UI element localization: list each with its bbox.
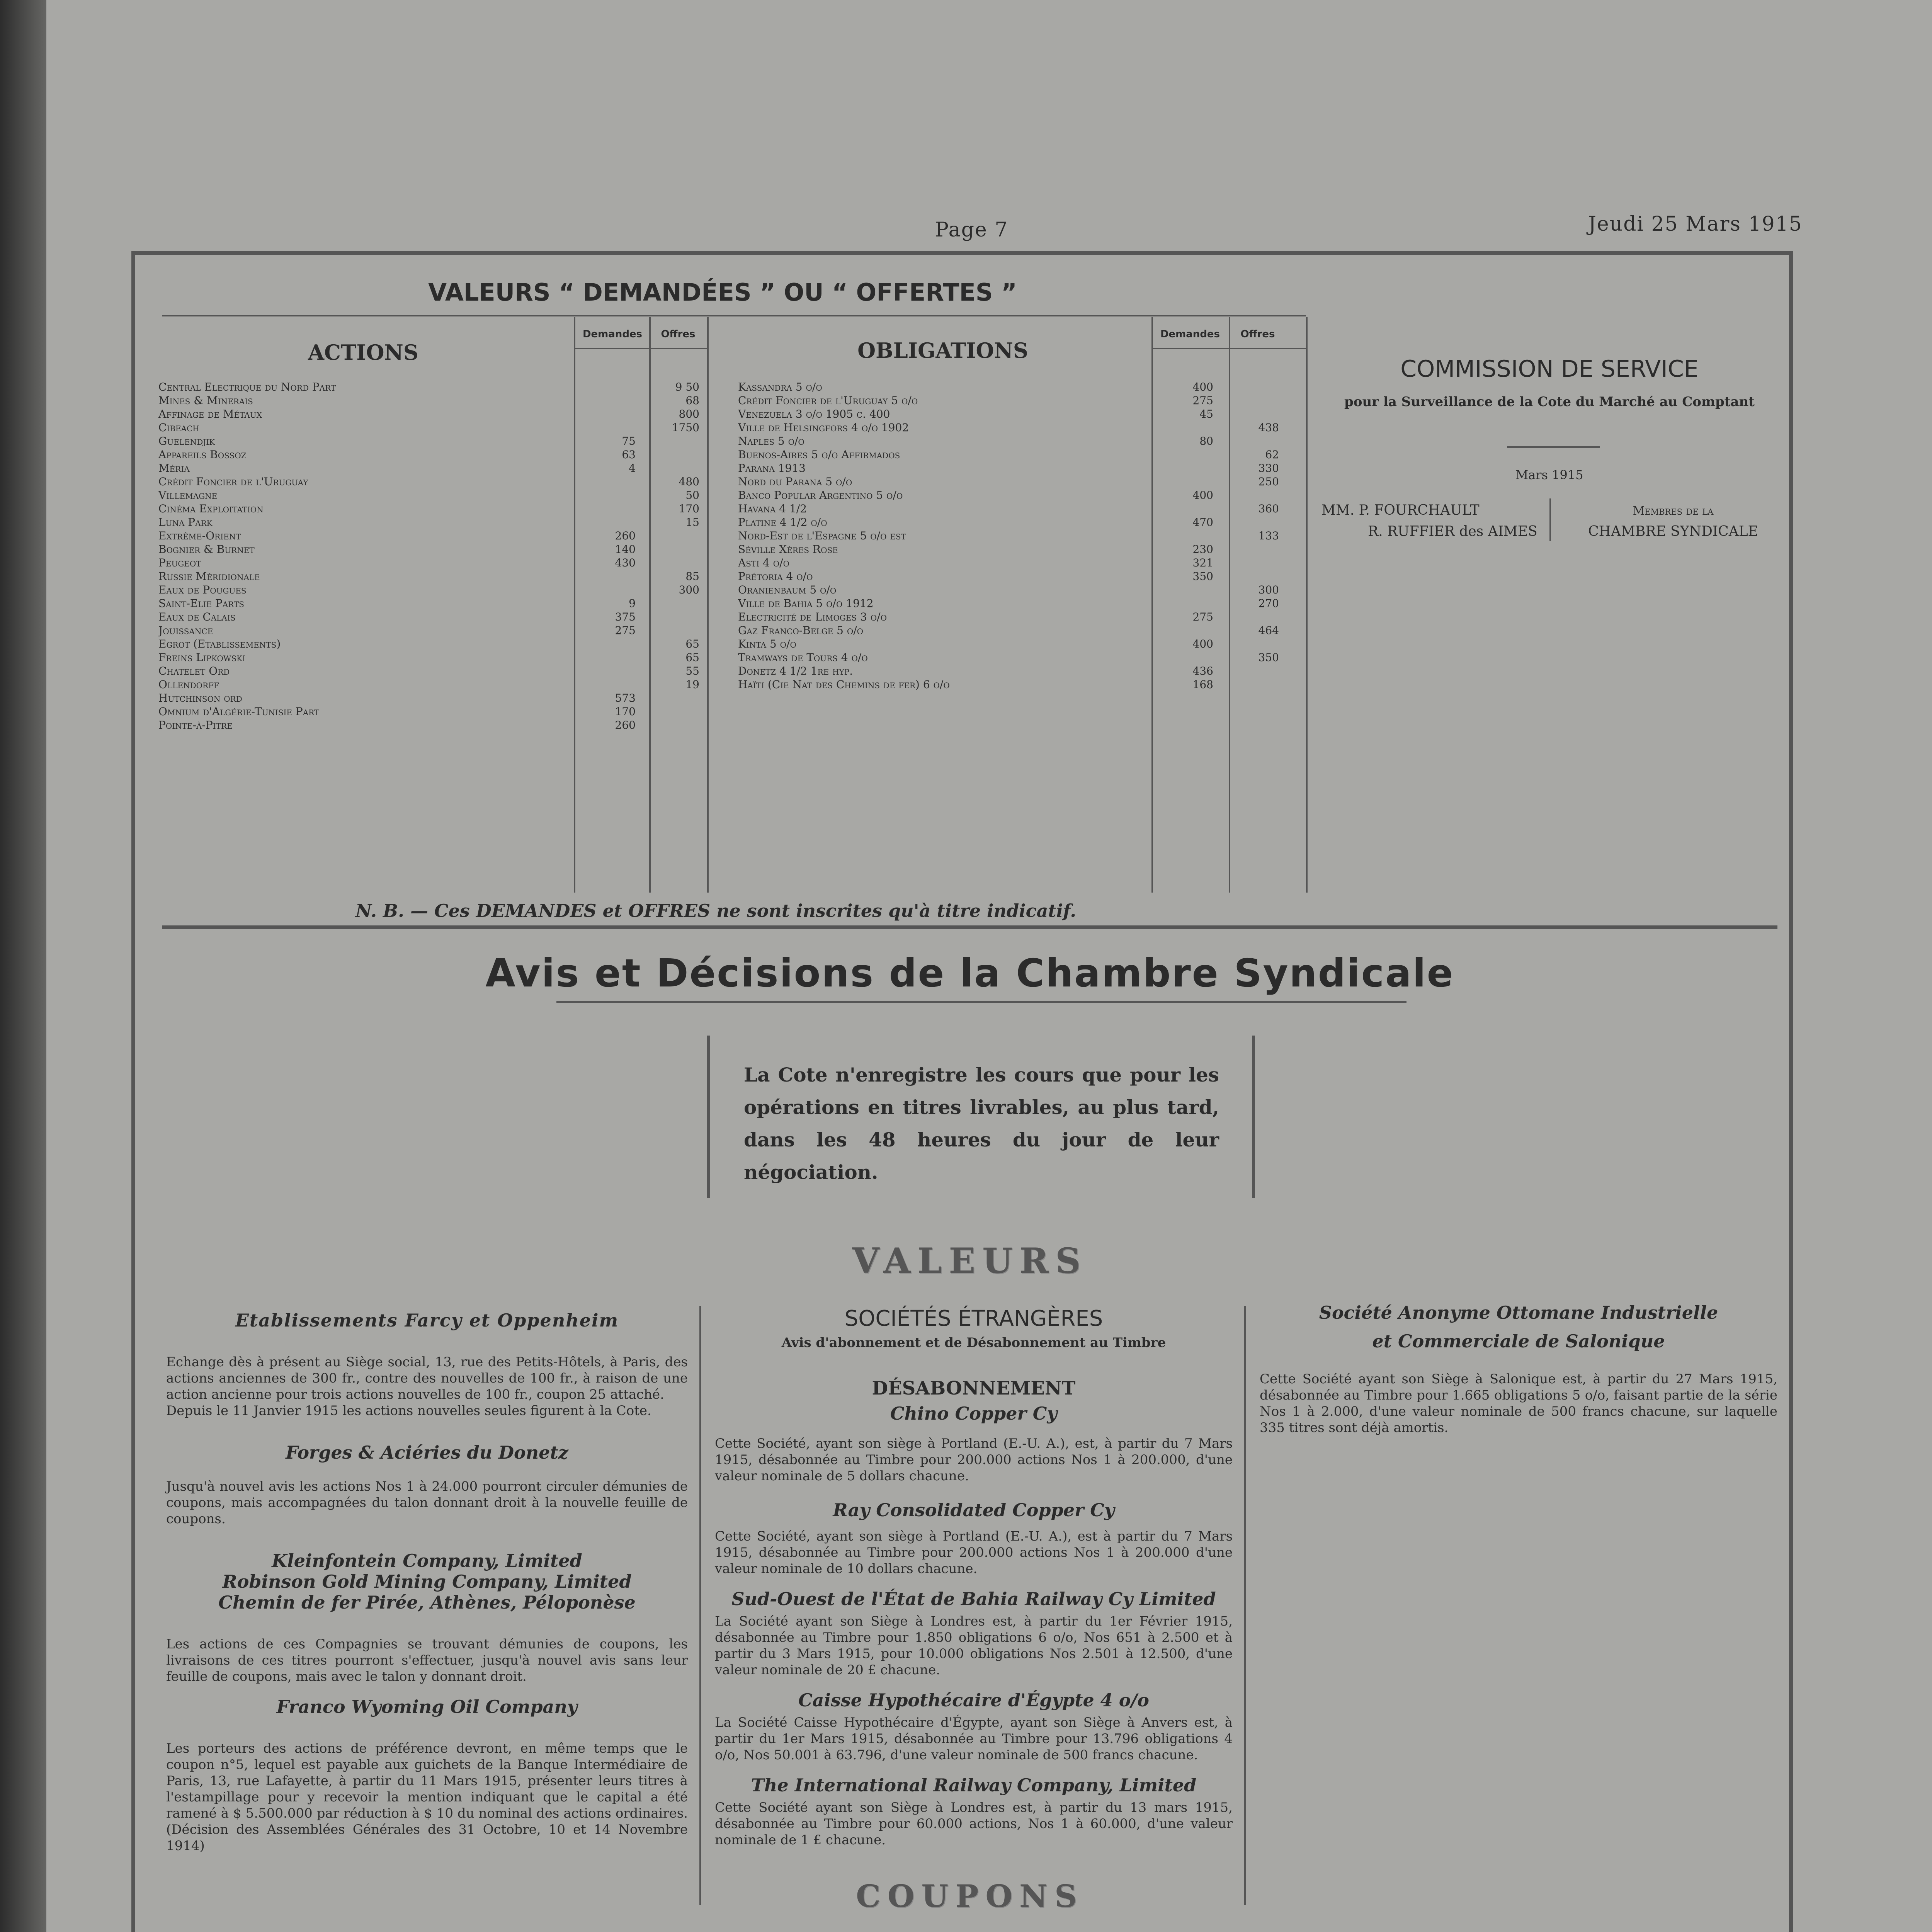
- obligations-name: Séville Xères Rose: [738, 543, 838, 556]
- obligations-demandes: 400: [1192, 381, 1213, 393]
- obligations-offres: 133: [1258, 529, 1279, 542]
- commission-name-1: MM. P. FOURCHAULT: [1321, 502, 1480, 518]
- valeurs-section-title: VALEURS: [852, 1240, 1088, 1281]
- obligations-offres: 330: [1258, 462, 1279, 474]
- obligations-name: Gaz Franco-Belge 5 o/o: [738, 624, 864, 637]
- actions-row: [158, 502, 707, 516]
- actions-demandes: 375: [615, 611, 636, 623]
- obligations-row: [738, 448, 1304, 462]
- obligations-row: [738, 665, 1304, 678]
- ottomane-text: Cette Société ayant son Siège à Salonique est, à partir du 27 Mars 1915, désabonnée au Timbre pour 1.665 obligations 5 o/o, faisant partie de la série Nos 1 à 2.000, d'une valeur nominale de 500 francs chacune, sur laquelle 335 titres sont déjà amortis.: [1260, 1371, 1777, 1435]
- obligations-list: [738, 381, 1304, 692]
- actions-name: Luna Park: [158, 516, 213, 529]
- obligations-name: Parana 1913: [738, 462, 806, 474]
- obligations-offres: 350: [1258, 651, 1279, 664]
- caisse-text: La Société Caisse Hypothécaire d'Égypte, ayant son Siège à Anvers est, à partir du 1er Mars 1915, désabonnée au Timbre pour 13.796 obligations 4 o/o, Nos 50.001 à 63.796, d'une valeur nominale de 500 francs chacune.: [715, 1715, 1233, 1763]
- obligations-demandes: 275: [1192, 611, 1213, 623]
- actions-demandes: 140: [615, 543, 636, 556]
- obligations-name: Platine 4 1/2 o/o: [738, 516, 827, 529]
- actions-row: [158, 719, 707, 732]
- actions-offres: 85: [685, 570, 699, 583]
- actions-offres: 55: [685, 665, 699, 677]
- donetz-text: Jusqu'à nouvel avis les actions Nos 1 à 24.000 pourront circuler démunies de coupons, mais accompagnées du talon donnant droit à la nouvelle feuille de coupons.: [166, 1479, 688, 1527]
- actions-name: Eaux de Pougues: [158, 583, 247, 596]
- farcy-heading: Etablissements Farcy et Oppenheim: [235, 1310, 619, 1331]
- valeurs-rule: [162, 315, 1306, 316]
- actions-offres: 15: [685, 516, 699, 529]
- actions-demandes: 573: [615, 692, 636, 704]
- actions-demandes: 260: [615, 719, 636, 731]
- obligations-row: [738, 638, 1304, 651]
- actions-col-header-rule: [574, 348, 707, 349]
- actions-name: Mines & Minerais: [158, 394, 253, 407]
- obligations-demandes: 45: [1199, 408, 1213, 420]
- obligations-row: [738, 489, 1304, 502]
- actions-row: [158, 651, 707, 665]
- actions-row: [158, 665, 707, 678]
- actions-name: Jouissance: [158, 624, 213, 637]
- commission-brace: [1549, 498, 1551, 541]
- franco-wyoming-text: Les porteurs des actions de préférence devront, en même temps que le coupon n°5, lequel est payable aux guichets de la Banque Intermédiaire de Paris, 13, rue Lafayette, à partir du 11 Mars 1915, présenter leurs titres à l'estampillage pour y recevoir la mention indiquant que le capital a été ramené à $ 5.500.000 par réduction à $ 10 du nominal des actions ordinaires. (Décision des Assemblées Générales des 31 Octobre, 10 et 14 Novembre 1914): [166, 1741, 688, 1854]
- commission-role-1: Membres de la: [1633, 504, 1714, 518]
- actions-row: [158, 638, 707, 651]
- actions-name: Méria: [158, 462, 190, 474]
- actions-demandes: 275: [615, 624, 636, 637]
- actions-row: [158, 489, 707, 502]
- actions-demandes: 430: [615, 556, 636, 569]
- caisse-heading: Caisse Hypothécaire d'Égypte 4 o/o: [798, 1690, 1149, 1711]
- valeurs-title: VALEURS “ DEMANDÉES ” OU “ OFFERTES ”: [428, 278, 1017, 306]
- obligations-name: Havana 4 1/2: [738, 502, 807, 515]
- actions-name: Saint-Elie Parts: [158, 597, 244, 610]
- avis-col-rule-2: [1244, 1306, 1246, 1905]
- avis-title-underline: [556, 1001, 1406, 1003]
- franco-wyoming-heading: Franco Wyoming Oil Company: [276, 1696, 578, 1717]
- chino-text: Cette Société, ayant son siège à Portland (E.-U. A.), est, à partir du 7 Mars 1915, désabonnée au Timbre pour 200.000 actions Nos 1 à 200.000, d'une valeur nominale de 5 dollars chacune.: [715, 1436, 1233, 1484]
- actions-row: [158, 611, 707, 624]
- valeurs-nb-note: N. B. — Ces DEMANDES et OFFRES ne sont inscrites qu'à titre indicatif.: [355, 900, 1077, 921]
- donetz-heading: Forges & Aciéries du Donetz: [286, 1442, 568, 1463]
- obligations-offres: 250: [1258, 475, 1279, 488]
- actions-name: Villemagne: [158, 489, 218, 502]
- robinson-heading: Robinson Gold Mining Company, Limited: [222, 1571, 632, 1592]
- obligations-row: [738, 651, 1304, 665]
- actions-name: Appareils Bossoz: [158, 448, 247, 461]
- kleinfontein-heading: Kleinfontein Company, Limited: [272, 1550, 582, 1571]
- obligations-row: [738, 421, 1304, 435]
- obligations-name: Haïti (Cie Nat des Chemins de fer) 6 o/o: [738, 678, 950, 691]
- obligations-row: [738, 516, 1304, 529]
- piree-heading: Chemin de fer Pirée, Athènes, Péloponèse: [218, 1592, 636, 1613]
- chino-heading: Chino Copper Cy: [890, 1403, 1058, 1424]
- obligations-demandes: 350: [1192, 570, 1213, 583]
- obligations-row: [738, 678, 1304, 692]
- actions-name: Hutchinson ord: [158, 692, 242, 704]
- obligations-row: [738, 408, 1304, 421]
- actions-name: Guelendjik: [158, 435, 215, 447]
- actions-demandes: 260: [615, 529, 636, 542]
- ray-text: Cette Société, ayant son siège à Portland (E.-U. A.), est à partir du 7 Mars 1915, désabonnée au Timbre pour 200.000 actions Nos 1 à 200.000 d'une valeur nominale de 10 dollars chacune.: [715, 1529, 1233, 1577]
- desabonnement-heading: DÉSABONNEMENT: [872, 1378, 1076, 1399]
- actions-row: [158, 421, 707, 435]
- actions-name: Chatelet Ord: [158, 665, 230, 677]
- actions-name: Ollendorff: [158, 678, 219, 691]
- commission-subtitle: pour la Surveillance de la Cote du Marché au Comptant: [1344, 394, 1755, 410]
- international-railway-heading: The International Railway Company, Limited: [751, 1775, 1197, 1796]
- actions-list: [158, 381, 707, 732]
- international-railway-text: Cette Société ayant son Siège à Londres est, à partir du 13 mars 1915, désabonnée au Timbre pour 60.000 actions, Nos 1 à 60.000, d'une valeur nominale de 1 £ chacune.: [715, 1800, 1233, 1848]
- actions-offres: 65: [685, 651, 699, 664]
- actions-demandes: 9: [629, 597, 636, 610]
- actions-row: [158, 462, 707, 475]
- actions-row: [158, 529, 707, 543]
- notice-box-right-rule: [1252, 1036, 1255, 1198]
- obligations-offres: 300: [1258, 583, 1279, 596]
- avis-col-rule-1: [699, 1306, 701, 1905]
- obligations-demandes: 321: [1192, 556, 1213, 569]
- actions-offres: 1750: [672, 421, 699, 434]
- actions-offres: 800: [679, 408, 699, 420]
- actions-demandes: 4: [629, 462, 636, 474]
- farcy-text: Echange dès à présent au Siège social, 13, rue des Petits-Hôtels, à Paris, des actions anciennes de 300 fr., contre des nouvelles de 100 fr., à raison de une action ancienne pour trois actions nouvelles de 100 fr., coupon 25 attaché.: [166, 1354, 688, 1402]
- obligations-offres-header: Offres: [1240, 328, 1275, 340]
- obligations-name: Donetz 4 1/2 1re hyp.: [738, 665, 853, 677]
- obligations-row: [738, 624, 1304, 638]
- obligations-row: [738, 381, 1304, 394]
- actions-row: [158, 516, 707, 529]
- actions-name: Eaux de Calais: [158, 611, 236, 623]
- actions-name: Cinéma Exploitation: [158, 502, 264, 515]
- obligations-col-header-rule: [1151, 348, 1306, 349]
- actions-name: Crédit Foncier de l'Uruguay: [158, 475, 308, 488]
- obligations-header: OBLIGATIONS: [857, 338, 1028, 363]
- actions-row: [158, 381, 707, 394]
- ray-heading: Ray Consolidated Copper Cy: [833, 1500, 1115, 1520]
- obligations-name: Kinta 5 o/o: [738, 638, 796, 650]
- obligations-name: Ville de Bahia 5 o/o 1912: [738, 597, 874, 610]
- actions-row: [158, 570, 707, 583]
- obligations-name: Banco Popular Argentino 5 o/o: [738, 489, 903, 502]
- actions-row: [158, 448, 707, 462]
- obligations-row: [738, 529, 1304, 543]
- obligations-row: [738, 475, 1304, 489]
- actions-name: Cibeach: [158, 421, 199, 434]
- actions-offres: 68: [685, 394, 699, 407]
- obligations-offres: 62: [1265, 448, 1279, 461]
- actions-name: Central Electrique du Nord Part: [158, 381, 336, 393]
- obligations-name: Buenos-Aires 5 o/o Affirmados: [738, 448, 900, 461]
- actions-row: [158, 475, 707, 489]
- obligations-demandes: 230: [1192, 543, 1213, 556]
- actions-row: [158, 597, 707, 611]
- obligations-demandes: 470: [1192, 516, 1213, 529]
- commission-title: COMMISSION DE SERVICE: [1400, 355, 1699, 383]
- section-rule: [162, 925, 1777, 929]
- obligations-row: [738, 435, 1304, 448]
- avis-title: Avis et Décisions de la Chambre Syndicale: [485, 951, 1454, 996]
- obligations-offres: 360: [1258, 502, 1279, 515]
- actions-name: Omnium d'Algérie-Tunisie Part: [158, 705, 320, 718]
- actions-offres-header: Offres: [661, 328, 696, 340]
- obligations-name: Venezuela 3 o/o 1905 c. 400: [738, 408, 890, 420]
- obligations-row: [738, 502, 1304, 516]
- societes-etrangeres-subheading: Avis d'abonnement et de Désabonnement au Timbre: [781, 1335, 1166, 1350]
- issue-date: Jeudi 25 Mars 1915: [1588, 213, 1803, 236]
- obligations-col-rule-3: [1306, 317, 1308, 893]
- actions-name: Egrot (Etablissements): [158, 638, 281, 650]
- actions-row: [158, 543, 707, 556]
- obligations-demandes: 275: [1192, 394, 1213, 407]
- obligations-demandes: 436: [1192, 665, 1213, 677]
- actions-row: [158, 624, 707, 638]
- actions-demandes: 75: [622, 435, 636, 447]
- actions-row: [158, 583, 707, 597]
- notice-box-text: La Cote n'enregistre les cours que pour les opérations en titres livrables, au plus tard, dans les 48 heures du jour de leur négociation.: [744, 1063, 1219, 1184]
- actions-offres: 50: [685, 489, 699, 502]
- obligations-demandes: 168: [1192, 678, 1213, 691]
- coupons-section-title: COUPONS: [856, 1878, 1084, 1914]
- obligations-name: Nord du Parana 5 o/o: [738, 475, 852, 488]
- obligations-name: Kassandra 5 o/o: [738, 381, 822, 393]
- ottomane-heading-2: et Commerciale de Salonique: [1372, 1331, 1665, 1352]
- ottomane-heading-1: Société Anonyme Ottomane Industrielle: [1319, 1302, 1718, 1323]
- actions-offres: 170: [679, 502, 699, 515]
- page-number: Page 7: [935, 218, 1009, 242]
- obligations-row: [738, 556, 1304, 570]
- avis-column-1: [166, 1310, 688, 1854]
- obligations-demandes: 400: [1192, 489, 1213, 502]
- actions-row: [158, 692, 707, 705]
- actions-name: Peugeot: [158, 556, 201, 569]
- kleinfontein-text: Les actions de ces Compagnies se trouvant démunies de coupons, les livraisons de ces titres pourront s'effectuer, jusqu'à nouvel avis sans leur feuille de coupons, mais avec le talon y donnant droit.: [166, 1636, 688, 1684]
- bahia-text: La Société ayant son Siège à Londres est, à partir du 1er Février 1915, désabonnée au Timbre pour 1.850 obligations 6 o/o, Nos 651 à 2.500 et à partir du 3 Mars 1915, pour 10.000 obligations Nos 2.501 à 12.500, d'une valeur nominale de 20 £ chacune.: [715, 1614, 1233, 1678]
- actions-row: [158, 678, 707, 692]
- actions-row: [158, 556, 707, 570]
- actions-offres: 19: [685, 678, 699, 691]
- actions-row: [158, 394, 707, 408]
- obligations-name: Naples 5 o/o: [738, 435, 804, 447]
- obligations-name: Prétoria 4 o/o: [738, 570, 813, 583]
- obligations-offres: 270: [1258, 597, 1279, 610]
- commission-role-2: CHAMBRE SYNDICALE: [1588, 524, 1758, 539]
- obligations-demandes: 80: [1199, 435, 1213, 447]
- actions-offres: 65: [685, 638, 699, 650]
- actions-name: Bognier & Burnet: [158, 543, 255, 556]
- obligations-offres: 464: [1258, 624, 1279, 637]
- obligations-row: [738, 611, 1304, 624]
- avis-column-3: [1260, 1302, 1777, 1436]
- obligations-offres: 438: [1258, 421, 1279, 434]
- obligations-row: [738, 462, 1304, 475]
- obligations-row: [738, 394, 1304, 408]
- actions-demandes: 63: [622, 448, 636, 461]
- actions-row: [158, 435, 707, 448]
- bahia-heading: Sud-Ouest de l'État de Bahia Railway Cy Limited: [731, 1588, 1216, 1609]
- societes-etrangeres-heading: SOCIÉTÉS ÉTRANGÈRES: [844, 1306, 1103, 1331]
- actions-demandes: 170: [615, 705, 636, 718]
- obligations-row: [738, 543, 1304, 556]
- actions-name: Freins Lipkowski: [158, 651, 245, 664]
- actions-offres: 9 50: [675, 381, 699, 393]
- obligations-name: Oranienbaum 5 o/o: [738, 583, 837, 596]
- actions-name: Pointe-à-Pitre: [158, 719, 233, 731]
- actions-offres: 300: [679, 583, 699, 596]
- farcy-text-2: Depuis le 11 Janvier 1915 les actions nouvelles seules figurent à la Cote.: [166, 1403, 651, 1418]
- obligations-row: [738, 570, 1304, 583]
- actions-row: [158, 408, 707, 421]
- obligations-name: Crédit Foncier de l'Uruguay 5 o/o: [738, 394, 918, 407]
- obligations-name: Nord-Est de l'Espagne 5 o/o est: [738, 529, 906, 542]
- actions-name: Extrême-Orient: [158, 529, 241, 542]
- actions-name: Affinage de Métaux: [158, 408, 262, 420]
- obligations-name: Ville de Helsingfors 4 o/o 1902: [738, 421, 909, 434]
- obligations-row: [738, 597, 1304, 611]
- obligations-name: Asti 4 o/o: [738, 556, 790, 569]
- actions-row: [158, 705, 707, 719]
- obligations-demandes-header: Demandes: [1160, 328, 1220, 340]
- obligations-row: [738, 583, 1304, 597]
- actions-col-rule-3: [707, 317, 709, 893]
- actions-offres: 480: [679, 475, 699, 488]
- actions-name: Russie Méridionale: [158, 570, 260, 583]
- actions-header: ACTIONS: [308, 340, 418, 365]
- obligations-name: Tramways de Tours 4 o/o: [738, 651, 868, 664]
- commission-month: Mars 1915: [1515, 468, 1583, 482]
- obligations-name: Electricité de Limoges 3 o/o: [738, 611, 887, 623]
- commission-rule: [1507, 446, 1600, 448]
- commission-name-2: R. RUFFIER des AIMES: [1368, 524, 1537, 539]
- actions-demandes-header: Demandes: [582, 328, 643, 340]
- notice-box-left-rule: [707, 1036, 710, 1198]
- avis-column-2: [715, 1306, 1233, 1848]
- obligations-demandes: 400: [1192, 638, 1213, 650]
